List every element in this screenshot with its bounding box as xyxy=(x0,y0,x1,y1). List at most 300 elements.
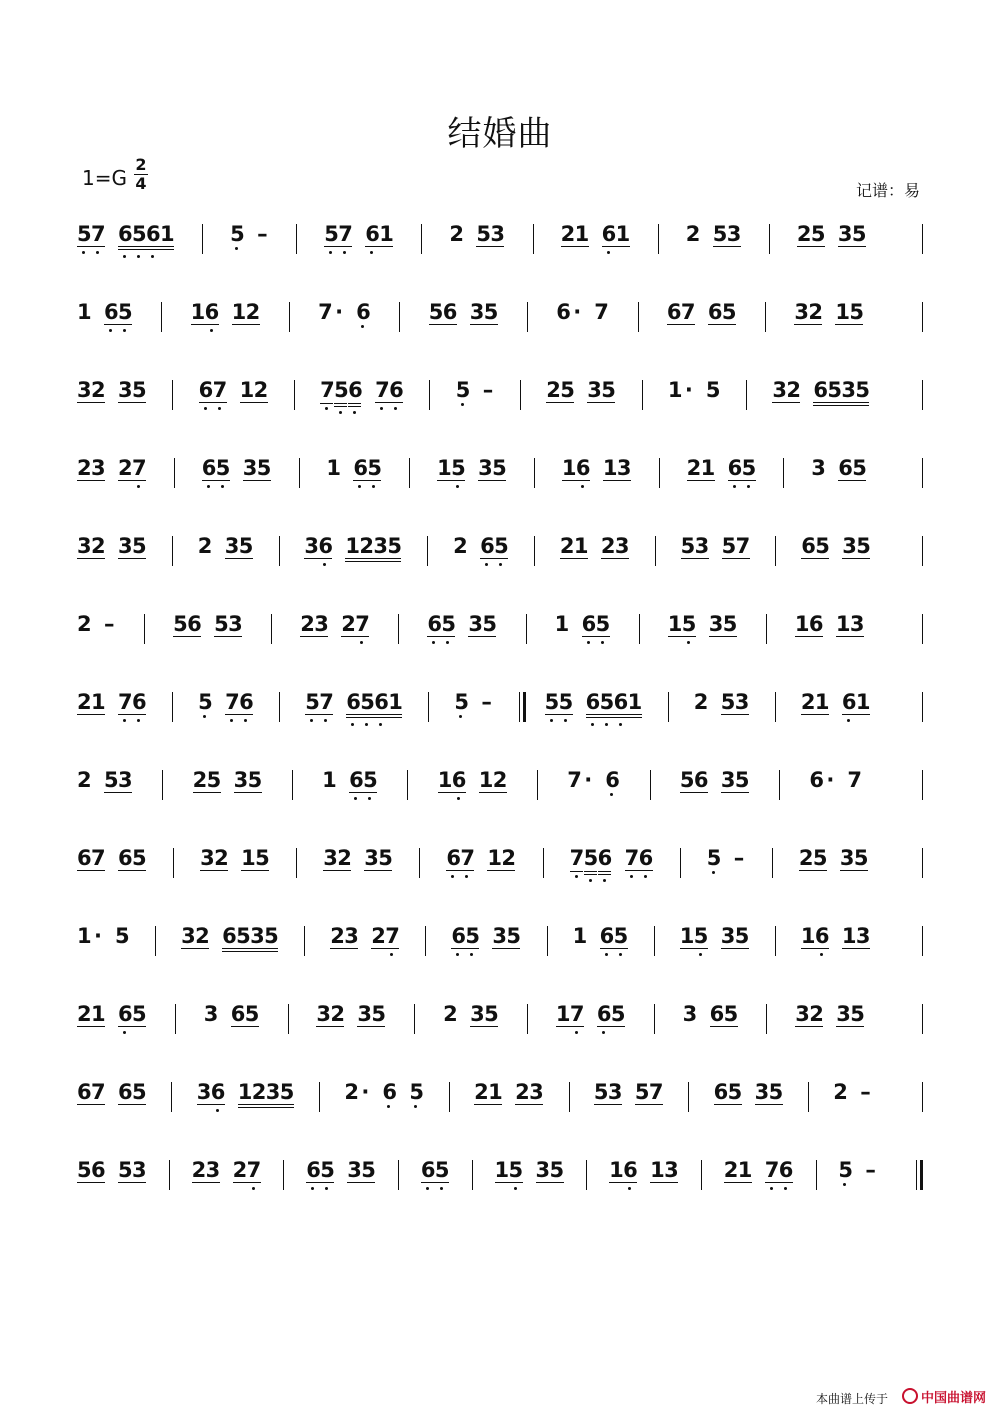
note-digit: 1 xyxy=(379,222,394,246)
note-beam xyxy=(754,1080,784,1105)
note-digit: 2 xyxy=(809,1002,824,1026)
note-digit: 1 xyxy=(437,768,453,792)
low-octave-dot xyxy=(414,1105,417,1108)
note-digit: 1 xyxy=(554,612,570,636)
note-beam xyxy=(841,924,871,949)
augmentation-dot: · xyxy=(684,378,693,402)
note-digit: 6 xyxy=(815,924,828,948)
time-signature-denominator: 4 xyxy=(135,174,147,193)
note-digit: 6 xyxy=(623,1158,636,1182)
note-group xyxy=(232,300,260,324)
note-beam xyxy=(835,612,865,637)
low-octave-dot xyxy=(581,485,584,488)
note-digit: 2 xyxy=(214,846,229,870)
note-beam xyxy=(118,1002,147,1027)
note-digit: 3 xyxy=(250,924,265,948)
sustain-dash: – xyxy=(104,612,115,636)
note-beam xyxy=(680,534,710,559)
note-beam xyxy=(305,690,334,715)
note-digit: 2 xyxy=(91,378,106,402)
note-digit: 1 xyxy=(388,690,403,714)
measure xyxy=(438,768,507,792)
low-octave-dot xyxy=(372,485,375,488)
barline xyxy=(922,458,923,488)
note-beam xyxy=(679,768,709,793)
measure xyxy=(683,1002,738,1026)
note-digit: 5 xyxy=(734,924,750,948)
note-digit: 5 xyxy=(264,924,279,948)
note-group xyxy=(772,378,800,402)
note-digit: 5 xyxy=(601,378,616,402)
note-group xyxy=(357,1002,385,1026)
measure xyxy=(707,846,745,870)
note-beam xyxy=(601,222,631,247)
note-digit: 5 xyxy=(371,1002,387,1026)
note-group xyxy=(556,300,581,324)
barline xyxy=(783,458,784,488)
sustain-dash: – xyxy=(865,1158,876,1182)
measure xyxy=(320,378,403,407)
note-digit: 7 xyxy=(91,222,104,246)
barline xyxy=(569,1082,570,1112)
note-digit: 1 xyxy=(700,456,716,480)
note-digit: 5 xyxy=(810,222,826,246)
low-octave-dot xyxy=(457,797,460,800)
note-digit: 6 xyxy=(709,1002,725,1026)
note-digit: 5 xyxy=(132,846,147,870)
note-beam xyxy=(349,768,378,793)
barline xyxy=(922,1004,923,1034)
note-digit: 7 xyxy=(648,1080,664,1104)
note-beam xyxy=(833,1080,848,1104)
measure xyxy=(427,612,496,636)
footer-upload-text: 本曲谱上传于 xyxy=(815,1392,888,1406)
note-digit: 5 xyxy=(721,534,737,558)
note-beam xyxy=(772,378,802,403)
note-digit: 5 xyxy=(435,1158,448,1182)
note-group xyxy=(421,1158,449,1182)
note-digit: 3 xyxy=(794,300,810,324)
measure xyxy=(198,690,253,714)
note-digit: 5 xyxy=(768,1080,784,1104)
note-beam xyxy=(239,378,269,403)
note-digit: 3 xyxy=(242,456,258,480)
note-beam xyxy=(437,768,467,793)
low-octave-dot xyxy=(628,1187,631,1190)
low-octave-dot xyxy=(456,953,459,956)
barline xyxy=(779,770,780,800)
barline xyxy=(746,380,747,410)
note-digit: 6 xyxy=(77,1080,92,1104)
note-group xyxy=(811,456,825,480)
measure xyxy=(323,846,392,870)
note-digit: 7 xyxy=(91,846,106,870)
note-digit: 6 xyxy=(118,1002,131,1026)
measure xyxy=(181,924,278,948)
note-digit: 6 xyxy=(374,690,387,714)
barline xyxy=(172,692,173,722)
note-digit: 3 xyxy=(529,1080,544,1104)
score-line xyxy=(0,768,1000,808)
note-beam xyxy=(686,456,716,481)
note-digit: 5 xyxy=(720,690,736,714)
score-line xyxy=(0,690,1000,730)
barline xyxy=(271,614,272,644)
sustain-dash: – xyxy=(257,222,268,246)
note-digit: 3 xyxy=(492,924,508,948)
score-line xyxy=(0,456,1000,496)
note-beam xyxy=(203,1002,219,1026)
low-octave-dot xyxy=(123,719,126,722)
note-beam xyxy=(77,1080,106,1105)
measure xyxy=(694,690,749,714)
note-beam xyxy=(356,300,371,324)
note-group xyxy=(710,1002,738,1026)
note-digit: 5 xyxy=(360,690,373,714)
note-digit: 5 xyxy=(236,924,251,948)
note-digit: 7 xyxy=(319,690,332,714)
note-beam xyxy=(706,846,722,870)
note-beam xyxy=(353,456,383,481)
note-group xyxy=(77,1080,105,1104)
note-digit: 5 xyxy=(378,846,393,870)
note-beam xyxy=(535,1158,565,1183)
measure xyxy=(724,1158,793,1182)
note-digit: 7 xyxy=(680,300,696,324)
note-digit: 3 xyxy=(720,768,736,792)
note-digit: 1 xyxy=(650,1158,665,1182)
note-digit: 5 xyxy=(363,768,376,792)
low-octave-dot xyxy=(210,329,213,332)
note-beam xyxy=(801,534,830,559)
barline xyxy=(292,770,293,800)
note-digit: 1 xyxy=(602,456,618,480)
augmentation-dot: · xyxy=(94,924,102,948)
note-beam xyxy=(232,1158,262,1183)
note-digit: 5 xyxy=(734,768,750,792)
note-group xyxy=(721,924,749,948)
barline xyxy=(922,380,923,410)
barline xyxy=(429,380,430,410)
note-digit: 1 xyxy=(814,690,830,714)
barline xyxy=(419,848,420,878)
barline xyxy=(769,224,770,254)
note-group xyxy=(192,1158,220,1182)
note-digit: 3 xyxy=(839,846,855,870)
barline xyxy=(527,1004,528,1034)
note-beam xyxy=(837,222,867,247)
note-beam xyxy=(427,612,457,637)
note-group xyxy=(474,1080,502,1104)
note-beam xyxy=(77,1158,106,1183)
barline xyxy=(399,302,400,332)
note-group xyxy=(587,378,615,402)
note-beam xyxy=(605,768,620,792)
note-digit: 6 xyxy=(838,456,853,480)
barline xyxy=(765,302,766,332)
note-group xyxy=(375,378,403,402)
barline xyxy=(766,1004,767,1034)
note-group xyxy=(603,456,631,480)
low-octave-dot xyxy=(784,1187,787,1190)
note-digit: 5 xyxy=(230,222,243,246)
site-logo-text: 中国曲谱网 xyxy=(920,1391,986,1406)
note-beam xyxy=(420,1158,450,1183)
note-group xyxy=(429,300,457,324)
note-group xyxy=(605,768,619,792)
note-digit: 2 xyxy=(686,456,702,480)
note-digit: 3 xyxy=(468,612,484,636)
note-digit: 5 xyxy=(855,378,871,402)
note-beam xyxy=(77,690,106,715)
note-beam xyxy=(667,378,683,402)
measure xyxy=(546,378,615,402)
note-group xyxy=(234,768,262,792)
note-beam xyxy=(682,1002,698,1026)
note-digit: 3 xyxy=(77,534,92,558)
note-digit: 7 xyxy=(320,378,333,404)
measure xyxy=(326,456,381,480)
measure xyxy=(474,1080,543,1104)
note-beam xyxy=(602,456,632,481)
measure xyxy=(77,768,132,792)
note-digit: 5 xyxy=(634,1080,650,1104)
note-beam xyxy=(838,1158,853,1182)
note-group xyxy=(341,612,369,636)
note-group xyxy=(118,378,146,402)
site-logo xyxy=(902,1387,986,1406)
note-digit: 6 xyxy=(597,1002,610,1026)
low-octave-dot xyxy=(747,485,750,488)
measure xyxy=(202,456,271,480)
note-digit: 7 xyxy=(318,300,333,324)
note-digit: 5 xyxy=(476,222,492,246)
note-digit: 5 xyxy=(324,222,337,246)
note-digit: 5 xyxy=(682,612,695,636)
note-beam xyxy=(77,534,106,559)
note-group xyxy=(562,456,590,480)
low-octave-dot xyxy=(252,1187,255,1190)
barline xyxy=(537,770,538,800)
low-octave-dot xyxy=(137,255,140,258)
note-beam xyxy=(720,924,750,949)
note-digit: 3 xyxy=(77,378,92,402)
note-group xyxy=(556,1002,584,1026)
note-beam xyxy=(798,846,828,871)
note-beam xyxy=(842,534,871,559)
low-octave-dot xyxy=(123,329,126,332)
transcriber-credit: 记谱：易 xyxy=(855,181,920,200)
note-beam xyxy=(346,690,403,718)
note-group xyxy=(582,612,610,636)
note-group xyxy=(202,456,230,480)
measure xyxy=(318,300,370,324)
barline xyxy=(654,926,655,956)
note-beam xyxy=(225,690,254,715)
score-line xyxy=(0,846,1000,886)
note-group xyxy=(322,768,336,792)
note-digit: 6 xyxy=(808,612,824,636)
note-beam xyxy=(318,300,333,324)
note-beam xyxy=(77,924,92,948)
score-line xyxy=(0,300,1000,340)
low-octave-dot xyxy=(575,875,578,878)
barline xyxy=(772,848,773,878)
note-digit: 2 xyxy=(330,924,345,948)
note-beam xyxy=(544,690,574,715)
measure xyxy=(809,768,861,792)
measure xyxy=(687,456,756,480)
note-beam xyxy=(556,300,571,324)
note-digit: 1 xyxy=(574,222,590,246)
note-beam xyxy=(118,846,147,871)
barline xyxy=(296,848,297,878)
note-group xyxy=(300,612,328,636)
measure xyxy=(77,300,132,324)
measure xyxy=(77,612,115,636)
note-digit: 1 xyxy=(794,612,810,636)
note-digit: 2 xyxy=(77,768,92,792)
note-digit: 1 xyxy=(322,768,337,792)
note-beam xyxy=(546,378,575,403)
note-digit: 5 xyxy=(465,924,478,948)
note-digit: 1 xyxy=(237,1080,253,1104)
note-beam xyxy=(667,612,697,637)
note-group xyxy=(77,768,91,792)
note-digit: 6 xyxy=(132,690,145,714)
measure xyxy=(680,924,749,948)
note-digit: 2 xyxy=(786,378,802,402)
low-octave-dot xyxy=(591,723,594,726)
note-digit: 6 xyxy=(118,222,131,246)
measure xyxy=(200,846,269,870)
note-digit: 6 xyxy=(230,1002,246,1026)
key-label: 1=G xyxy=(82,166,127,190)
note-group xyxy=(667,300,695,324)
note-digit: 5 xyxy=(484,1002,499,1026)
note-group xyxy=(765,1158,793,1182)
note-beam xyxy=(214,612,243,637)
note-digit: 6 xyxy=(451,924,464,948)
note-beam xyxy=(191,1158,221,1183)
low-octave-dot xyxy=(619,723,622,726)
note-beam xyxy=(118,456,147,481)
measure xyxy=(77,378,146,402)
note-beam xyxy=(428,300,458,325)
low-octave-dot xyxy=(380,407,383,410)
note-digit: 2 xyxy=(195,924,210,948)
note-digit: 6 xyxy=(707,300,723,324)
note-group xyxy=(446,846,474,870)
note-beam xyxy=(437,456,466,481)
note-beam xyxy=(233,768,263,793)
low-octave-dot xyxy=(339,411,342,414)
note-beam xyxy=(197,534,213,558)
measure xyxy=(344,1080,423,1104)
barline xyxy=(766,614,767,644)
note-group xyxy=(222,924,278,948)
note-digit: 6 xyxy=(346,690,359,714)
measure xyxy=(77,1158,146,1182)
note-digit: 1 xyxy=(572,924,588,948)
measure xyxy=(306,1158,375,1182)
note-group xyxy=(199,378,227,402)
note-beam xyxy=(800,924,830,949)
note-digit: 7 xyxy=(213,378,226,402)
low-octave-dot xyxy=(432,641,435,644)
note-beam xyxy=(841,690,871,715)
low-octave-dot xyxy=(514,1187,517,1190)
note-beam xyxy=(300,612,329,637)
note-digit: 5 xyxy=(214,612,229,636)
measure xyxy=(305,690,402,714)
low-octave-dot xyxy=(151,255,154,258)
measure xyxy=(555,612,610,636)
note-digit: 6 xyxy=(104,300,117,324)
measure xyxy=(573,924,628,948)
note-beam xyxy=(118,1080,147,1105)
note-group xyxy=(681,534,709,558)
note-group xyxy=(225,690,253,714)
barline xyxy=(659,458,660,488)
note-group xyxy=(240,378,268,402)
note-digit: 3 xyxy=(316,1002,332,1026)
note-digit: 5 xyxy=(279,1080,295,1104)
note-digit: 3 xyxy=(841,378,857,402)
barline xyxy=(701,1160,702,1190)
note-digit: 6 xyxy=(813,378,829,402)
note-beam xyxy=(449,222,465,246)
low-octave-dot xyxy=(589,879,592,882)
note-digit: 5 xyxy=(509,1158,522,1182)
low-octave-dot xyxy=(461,403,464,406)
note-digit: 2 xyxy=(560,222,576,246)
note-group xyxy=(560,534,588,558)
note-group xyxy=(304,534,332,558)
note-group xyxy=(470,300,498,324)
note-digit: 5 xyxy=(712,222,728,246)
note-digit: 6 xyxy=(349,768,362,792)
note-digit: 5 xyxy=(320,1158,333,1182)
note-beam xyxy=(847,768,863,792)
note-beam xyxy=(118,690,147,715)
note-beam xyxy=(720,690,750,715)
note-digit: 2 xyxy=(191,1158,207,1182)
note-beam xyxy=(666,300,696,325)
note-digit: 6 xyxy=(239,690,252,714)
measure xyxy=(795,612,864,636)
low-octave-dot xyxy=(426,1187,429,1190)
note-group xyxy=(706,378,720,402)
note-digit: 6 xyxy=(639,846,652,870)
note-group xyxy=(191,300,219,324)
note-group xyxy=(77,846,105,870)
note-digit: 2 xyxy=(808,300,824,324)
note-beam xyxy=(242,456,272,481)
note-digit: 5 xyxy=(238,534,254,558)
note-beam xyxy=(241,846,270,871)
barline xyxy=(520,380,521,410)
barline xyxy=(639,614,640,644)
note-digit: 5 xyxy=(610,1002,626,1026)
note-digit: 6 xyxy=(480,534,493,558)
measure xyxy=(197,1080,294,1104)
note-group xyxy=(456,378,470,402)
note-beam xyxy=(709,1002,739,1027)
low-octave-dot xyxy=(216,1109,219,1112)
note-digit: 5 xyxy=(723,1002,739,1026)
barline xyxy=(543,848,544,878)
